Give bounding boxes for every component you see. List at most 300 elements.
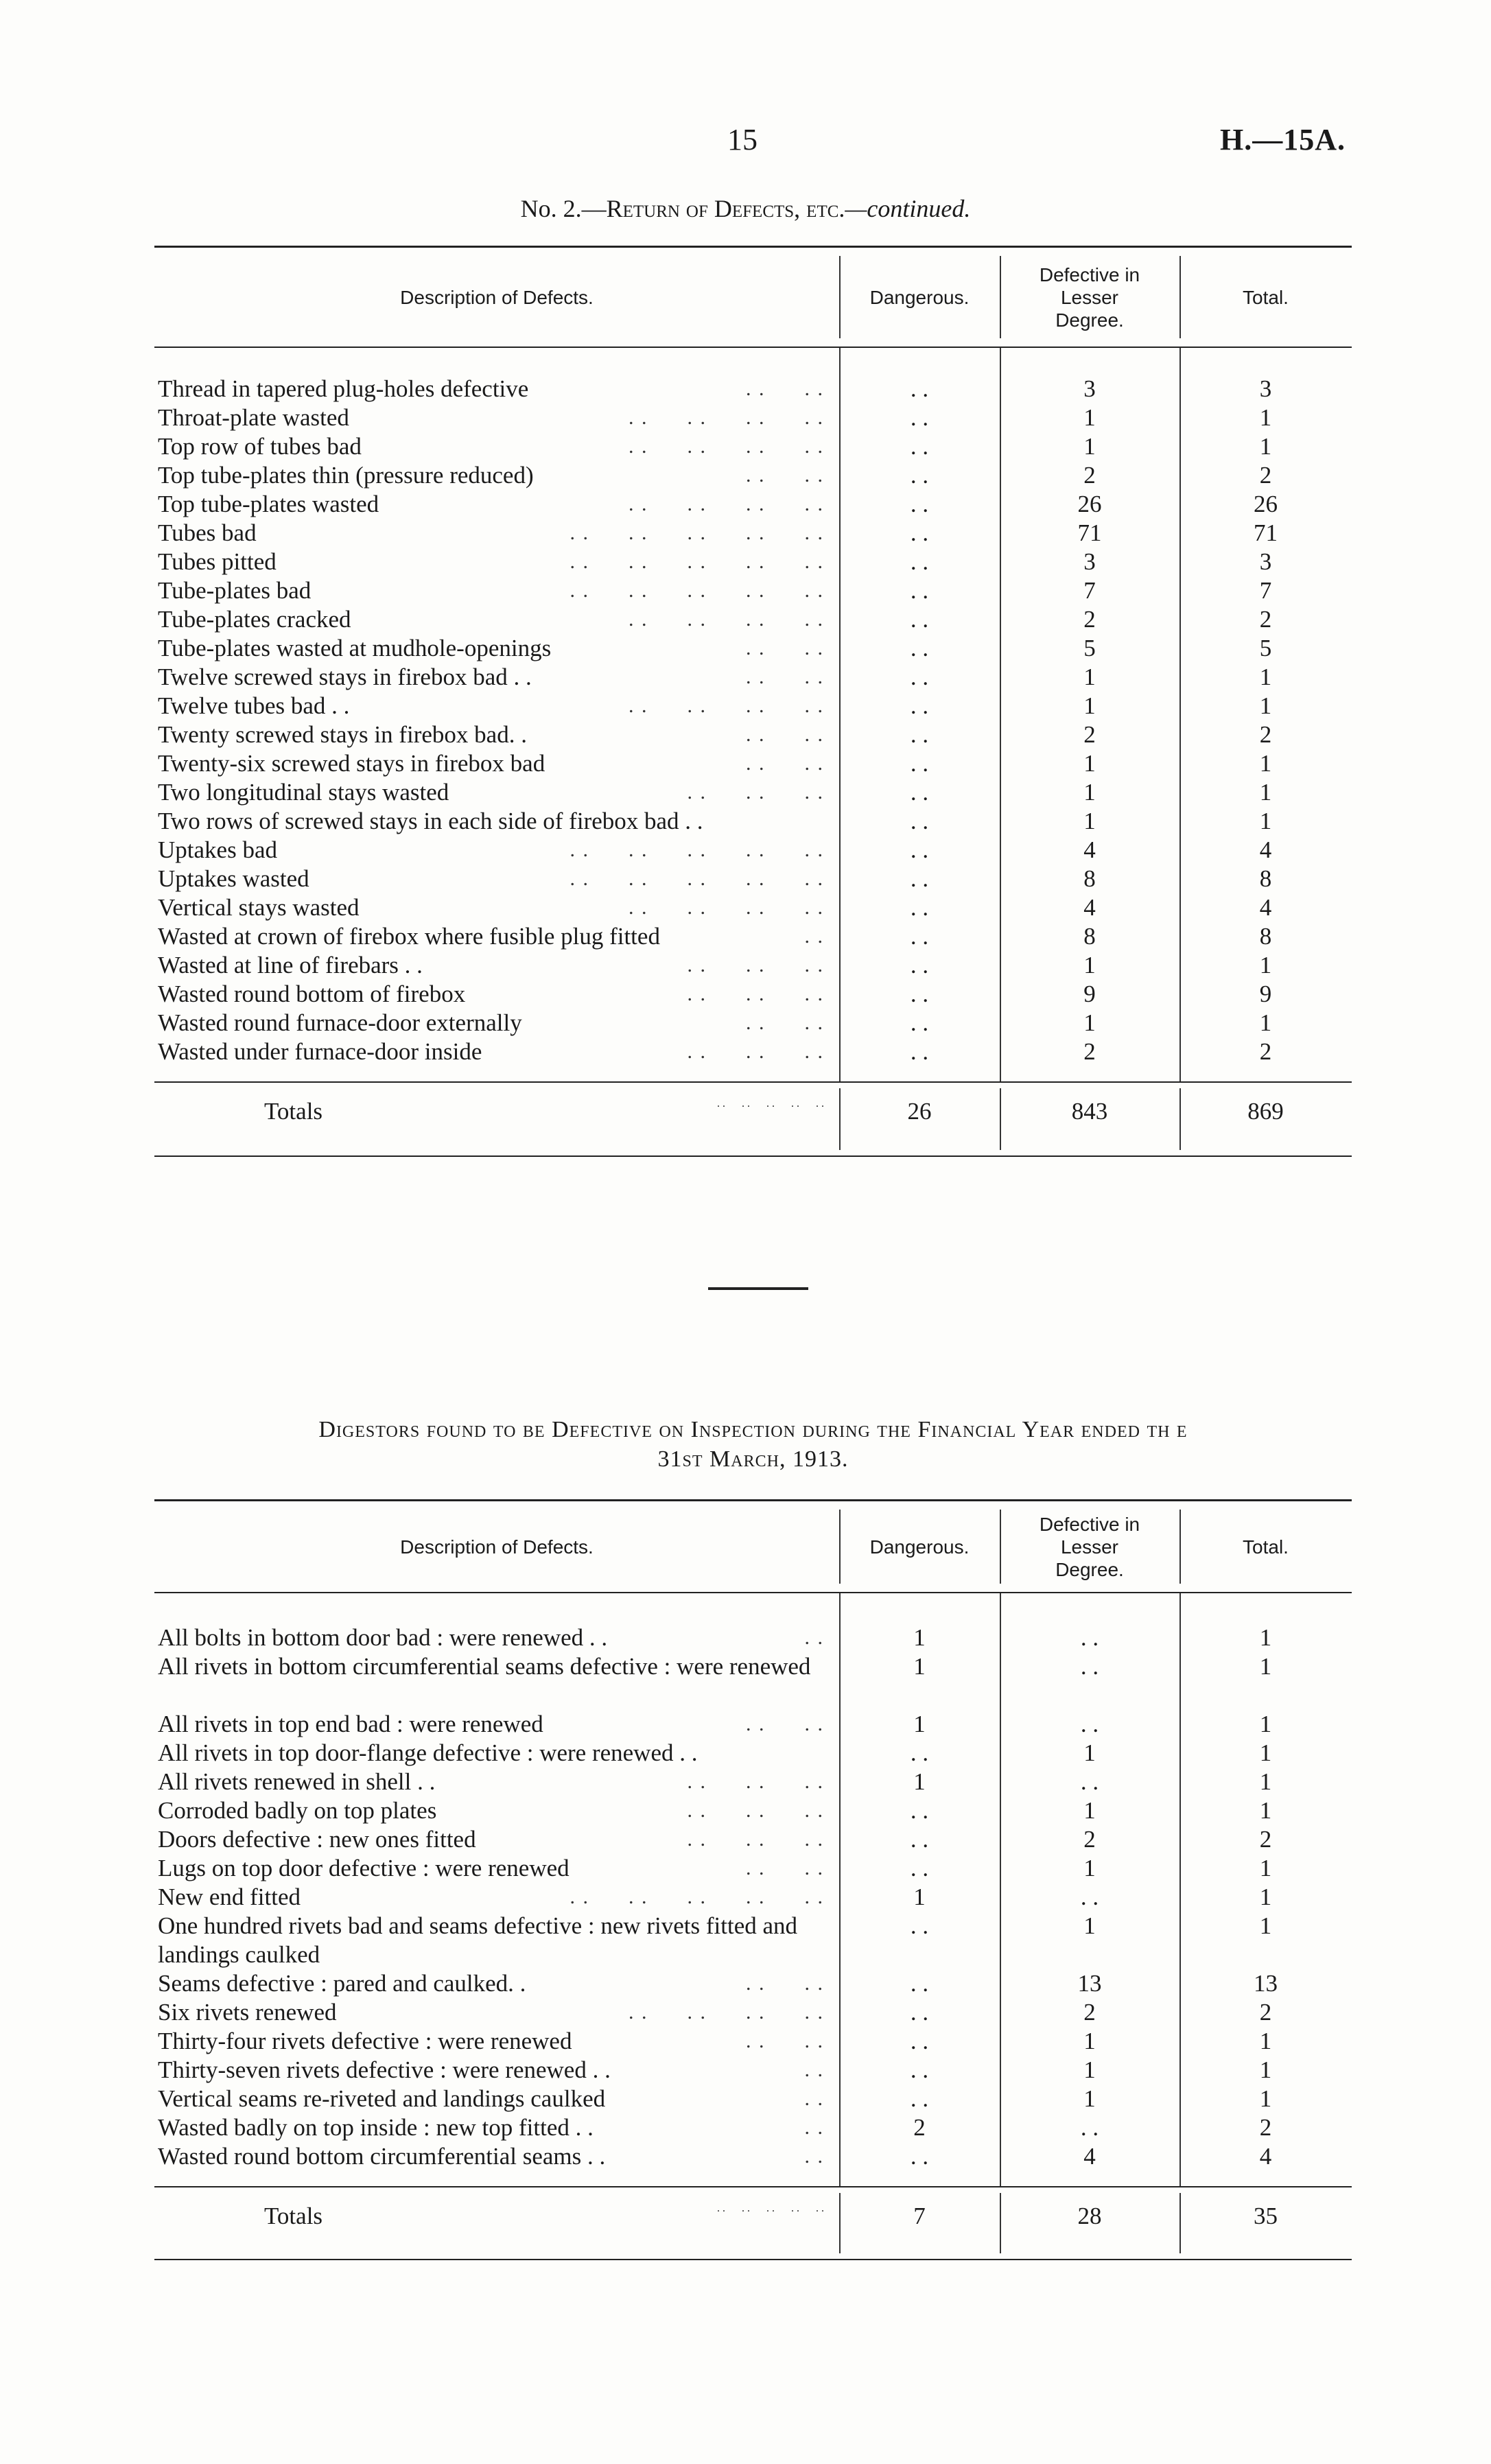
- leader-dots: . . . . . . . .: [629, 694, 824, 717]
- column-divider: [1179, 1088, 1181, 1150]
- column-divider: [839, 256, 841, 338]
- column-divider: [839, 1088, 841, 1150]
- table-row: [154, 2056, 1352, 2085]
- table-row: [154, 1652, 1352, 1710]
- table-body: [154, 348, 1352, 1081]
- leader-dots: . . . . . . . . . .: [717, 2203, 824, 2214]
- row-description: Twelve tubes bad . .: [158, 692, 350, 719]
- column-header-total-label: Total.: [1243, 1536, 1289, 1558]
- cell-dangerous: . .: [910, 664, 929, 690]
- table-row: [154, 980, 1352, 1009]
- cell-lesser: 8: [1083, 923, 1096, 950]
- column-header-description: [154, 1501, 839, 1592]
- row-description: Wasted at crown of firebox where fusible plug fitted: [158, 923, 660, 950]
- table-row: [154, 548, 1352, 576]
- cell-dangerous: . .: [910, 462, 929, 489]
- cell-total: 1: [1259, 1653, 1272, 1680]
- leader-dots: . . . .: [746, 723, 824, 746]
- row-description: All bolts in bottom door bad : were renewed . .: [158, 1624, 608, 1651]
- leader-dots: . .: [804, 2145, 824, 2168]
- cell-total: 2: [1259, 1038, 1272, 1065]
- cell-lesser: 4: [1083, 836, 1096, 863]
- cell-dangerous: . .: [910, 779, 929, 806]
- cell-lesser: . .: [1080, 1768, 1099, 1795]
- cell-total: 1: [1259, 2056, 1272, 2083]
- row-description: Thirty-seven rivets defective : were renewed . .: [158, 2056, 611, 2083]
- column-divider: [1179, 1593, 1181, 2186]
- column-header-lesser-degree-label: Defective in Lesser Degree.: [1039, 1513, 1140, 1580]
- row-description: Tubes bad: [158, 519, 257, 546]
- table-row: [154, 2085, 1352, 2113]
- table-row: [154, 893, 1352, 922]
- leader-dots: . . . .: [746, 1857, 824, 1879]
- table-row: [154, 1796, 1352, 1825]
- column-header-dangerous-label: Dangerous.: [869, 1536, 970, 1558]
- section-divider: [708, 1287, 808, 1290]
- cell-dangerous: . .: [910, 865, 929, 892]
- column-divider: [839, 2193, 841, 2253]
- cell-lesser: . .: [1080, 2114, 1099, 2141]
- digestors-table: [154, 1499, 1352, 2260]
- leader-dots: . . . . . .: [687, 1040, 824, 1063]
- cell-lesser: 1: [1083, 2028, 1096, 2054]
- table-row: [154, 807, 1352, 836]
- leader-dots: . . . . . . . . . .: [570, 579, 824, 602]
- cell-total: 7: [1259, 577, 1272, 604]
- row-description: Two rows of screwed stays in each side of firebox bad . .: [158, 808, 703, 834]
- row-description: Twenty screwed stays in firebox bad. .: [158, 721, 527, 748]
- cell-dangerous: . .: [910, 2143, 929, 2170]
- leader-dots: . . . . . . . . . .: [570, 521, 824, 544]
- column-divider: [1000, 2193, 1001, 2253]
- row-description: Vertical stays wasted: [158, 894, 360, 921]
- cell-dangerous: . .: [910, 1009, 929, 1036]
- table-header: [154, 1499, 1352, 1593]
- column-divider: [839, 1510, 841, 1584]
- cell-dangerous: 1: [913, 1768, 926, 1795]
- column-header-dangerous: [839, 248, 1000, 347]
- table2-title: [154, 1415, 1352, 1474]
- column-header-lesser-degree-label: Defective in Lesser Degree.: [1039, 263, 1140, 331]
- total-lesser: 843: [1071, 1098, 1108, 1125]
- column-divider: [1000, 348, 1001, 1081]
- cell-lesser: 13: [1077, 1970, 1102, 1997]
- cell-dangerous: 1: [913, 1711, 926, 1737]
- leader-dots: . . . . . . . .: [629, 896, 824, 919]
- leader-dots: . .: [804, 1626, 824, 1649]
- cell-lesser: 9: [1083, 981, 1096, 1007]
- column-divider: [839, 348, 841, 1081]
- row-description: Wasted at line of firebars . .: [158, 952, 423, 978]
- cell-total: 1: [1259, 2085, 1272, 2112]
- row-description: Wasted under furnace-door inside: [158, 1038, 482, 1065]
- table-row: [154, 432, 1352, 461]
- cell-dangerous: . .: [910, 606, 929, 633]
- cell-total: 2: [1259, 721, 1272, 748]
- cell-total: 1: [1259, 692, 1272, 719]
- leader-dots: . . . .: [746, 637, 824, 659]
- leader-dots: . . . . . . . .: [629, 435, 824, 458]
- column-header-dangerous-label: Dangerous.: [869, 286, 970, 308]
- leader-dots: . . . .: [746, 666, 824, 688]
- row-description: Six rivets renewed: [158, 1999, 337, 2026]
- cell-total: 13: [1254, 1970, 1278, 1997]
- total-dangerous: 26: [907, 1098, 932, 1125]
- cell-lesser: . .: [1080, 1884, 1099, 1910]
- table-row: [154, 836, 1352, 865]
- cell-lesser: 1: [1083, 1912, 1096, 1939]
- cell-total: 4: [1259, 2143, 1272, 2170]
- cell-total: 1: [1259, 1768, 1272, 1795]
- cell-total: 1: [1259, 750, 1272, 777]
- cell-lesser: 1: [1083, 2085, 1096, 2112]
- cell-lesser: 1: [1083, 1855, 1096, 1881]
- cell-dangerous: . .: [910, 1970, 929, 1997]
- leader-dots: . . . . . .: [687, 1828, 824, 1851]
- table-row: [154, 1623, 1352, 1652]
- table-row: [154, 778, 1352, 807]
- cell-dangerous: . .: [910, 2056, 929, 2083]
- cell-total: 1: [1259, 779, 1272, 806]
- cell-dangerous: . .: [910, 1912, 929, 1939]
- cell-total: 1: [1259, 808, 1272, 834]
- column-header-description-label: Description of Defects.: [400, 1536, 594, 1558]
- column-header-lesser-degree: [1000, 1501, 1179, 1592]
- row-description: All rivets in top end bad : were renewed: [158, 1711, 543, 1737]
- cell-lesser: 2: [1083, 606, 1096, 633]
- cell-dangerous: . .: [910, 548, 929, 575]
- table-header: [154, 246, 1352, 348]
- row-description: Vertical seams re-riveted and landings caulked: [158, 2085, 606, 2112]
- column-header-total-label: Total.: [1243, 286, 1289, 308]
- column-divider: [1179, 2193, 1181, 2253]
- row-description: Thread in tapered plug-holes defective: [158, 375, 529, 402]
- leader-dots: . . . .: [746, 1713, 824, 1735]
- row-description: Seams defective : pared and caulked. .: [158, 1970, 526, 1997]
- leader-dots: . . . . . . . . . .: [570, 550, 824, 573]
- cell-lesser: 4: [1083, 2143, 1096, 2170]
- row-description: Doors defective : new ones fitted: [158, 1826, 476, 1853]
- table-row: [154, 1883, 1352, 1912]
- table-row: [154, 403, 1352, 432]
- leader-dots: . . . .: [746, 1011, 824, 1034]
- table-row: [154, 490, 1352, 519]
- cell-lesser: . .: [1080, 1653, 1099, 1680]
- table-body: [154, 1593, 1352, 2186]
- cell-lesser: 2: [1083, 1826, 1096, 1853]
- totals-label: Totals: [264, 1098, 323, 1125]
- cell-lesser: 7: [1083, 577, 1096, 604]
- cell-dangerous: . .: [910, 1797, 929, 1824]
- cell-lesser: 1: [1083, 779, 1096, 806]
- cell-lesser: 3: [1083, 375, 1096, 402]
- cell-lesser: 2: [1083, 462, 1096, 489]
- column-divider: [1000, 1510, 1001, 1584]
- row-description: Two longitudinal stays wasted: [158, 779, 449, 806]
- cell-dangerous: . .: [910, 923, 929, 950]
- row-description: Lugs on top door defective : were renewed: [158, 1855, 570, 1881]
- cell-lesser: 71: [1077, 519, 1102, 546]
- leader-dots: . . . .: [746, 752, 824, 775]
- cell-lesser: 1: [1083, 664, 1096, 690]
- table-row: [154, 634, 1352, 663]
- total-total: 869: [1247, 1098, 1284, 1125]
- cell-total: 1: [1259, 1797, 1272, 1824]
- table-row: [154, 663, 1352, 692]
- cell-dangerous: . .: [910, 750, 929, 777]
- leader-dots: . . . . . .: [687, 781, 824, 803]
- column-header-total: [1179, 1501, 1352, 1592]
- cell-lesser: 1: [1083, 1797, 1096, 1824]
- table-row: [154, 2113, 1352, 2142]
- row-description: All rivets in bottom circumferential seams defective : were renewed: [158, 1653, 811, 1680]
- cell-total: 2: [1259, 1826, 1272, 1853]
- row-description: All rivets renewed in shell . .: [158, 1768, 436, 1795]
- cell-lesser: 1: [1083, 404, 1096, 431]
- cell-dangerous: . .: [910, 692, 929, 719]
- row-description: Thirty-four rivets defective : were renewed: [158, 2028, 572, 2054]
- cell-lesser: 3: [1083, 548, 1096, 575]
- table-row: [154, 1710, 1352, 1739]
- cell-dangerous: . .: [910, 635, 929, 661]
- table-row: [154, 951, 1352, 980]
- row-description: Wasted round furnace-door externally: [158, 1009, 522, 1036]
- cell-total: 71: [1254, 519, 1278, 546]
- cell-lesser: 5: [1083, 635, 1096, 661]
- table-row: [154, 1969, 1352, 1998]
- cell-dangerous: . .: [910, 2085, 929, 2112]
- leader-dots: . . . . . . . . . .: [570, 1886, 824, 1908]
- cell-total: 8: [1259, 923, 1272, 950]
- table1-title-main: Return of Defects, etc.: [606, 195, 845, 222]
- column-divider: [1179, 256, 1181, 338]
- table-row: [154, 1037, 1352, 1066]
- leader-dots: . . . . . . . .: [629, 2001, 824, 2023]
- cell-total: 1: [1259, 404, 1272, 431]
- totals-row: [154, 2186, 1352, 2260]
- cell-lesser: 1: [1083, 433, 1096, 460]
- table-row: [154, 1768, 1352, 1796]
- table-row: [154, 2027, 1352, 2056]
- column-header-description: [154, 248, 839, 347]
- table-row: [154, 922, 1352, 951]
- leader-dots: . . . .: [746, 464, 824, 486]
- table2-title-line1: Digestors found to be Defective on Inspection during the Financial Year ended th e: [318, 1417, 1188, 1442]
- leader-dots: . . . . . .: [687, 1770, 824, 1793]
- row-description: Top tube-plates thin (pressure reduced): [158, 462, 534, 489]
- cell-total: 2: [1259, 462, 1272, 489]
- cell-total: 1: [1259, 1711, 1272, 1737]
- cell-dangerous: 1: [913, 1653, 926, 1680]
- cell-dangerous: . .: [910, 1855, 929, 1881]
- cell-total: 1: [1259, 952, 1272, 978]
- table-row: [154, 1854, 1352, 1883]
- cell-total: 3: [1259, 375, 1272, 402]
- cell-lesser: . .: [1080, 1711, 1099, 1737]
- table-row: [154, 576, 1352, 605]
- row-description: Throat-plate wasted: [158, 404, 349, 431]
- column-divider: [1000, 1593, 1001, 2186]
- cell-total: 4: [1259, 894, 1272, 921]
- column-header-lesser-degree: [1000, 248, 1179, 347]
- cell-dangerous: . .: [910, 404, 929, 431]
- cell-lesser: 1: [1083, 808, 1096, 834]
- cell-total: 1: [1259, 1912, 1272, 1939]
- leader-dots: . . . . . . . . . .: [570, 838, 824, 861]
- table-row: [154, 461, 1352, 490]
- total-lesser: 28: [1077, 2203, 1102, 2229]
- row-description: Twelve screwed stays in firebox bad . .: [158, 664, 532, 690]
- table-row: [154, 1739, 1352, 1768]
- cell-dangerous: 1: [913, 1884, 926, 1910]
- table-row: [154, 375, 1352, 403]
- totals-row: [154, 1081, 1352, 1157]
- cell-lesser: 4: [1083, 894, 1096, 921]
- row-description: Tube-plates cracked: [158, 606, 351, 633]
- cell-total: 1: [1259, 1624, 1272, 1651]
- cell-total: 1: [1259, 2028, 1272, 2054]
- cell-dangerous: 2: [913, 2114, 926, 2141]
- cell-total: 1: [1259, 664, 1272, 690]
- cell-total: 3: [1259, 548, 1272, 575]
- cell-total: 8: [1259, 865, 1272, 892]
- row-description: Wasted round bottom of firebox: [158, 981, 466, 1007]
- row-description: Corroded badly on top plates: [158, 1797, 437, 1824]
- cell-dangerous: . .: [910, 1826, 929, 1853]
- row-description: Top row of tubes bad: [158, 433, 362, 460]
- table-row: [154, 749, 1352, 778]
- row-description: Tube-plates bad: [158, 577, 312, 604]
- leader-dots: . .: [804, 2058, 824, 2081]
- column-divider: [1000, 256, 1001, 338]
- table2-title-line2: 31st March, 1913.: [657, 1446, 849, 1472]
- leader-dots: . . . . . .: [687, 983, 824, 1005]
- table-row: [154, 519, 1352, 548]
- table-row: [154, 605, 1352, 634]
- table1-title-suffix: —continued.: [845, 195, 971, 222]
- row-description: Uptakes bad: [158, 836, 277, 863]
- table-row: [154, 1912, 1352, 1969]
- cell-lesser: 1: [1083, 750, 1096, 777]
- cell-lesser: 8: [1083, 865, 1096, 892]
- cell-lesser: 2: [1083, 1999, 1096, 2026]
- leader-dots: . . . .: [746, 1972, 824, 1995]
- document-reference: H.—15A.: [1220, 123, 1346, 156]
- totals-label: Totals: [264, 2203, 323, 2229]
- cell-dangerous: . .: [910, 1739, 929, 1766]
- cell-total: 1: [1259, 1739, 1272, 1766]
- leader-dots: . .: [804, 2087, 824, 2110]
- row-description: Top tube-plates wasted: [158, 491, 379, 517]
- row-description: One hundred rivets bad and seams defective : new rivets fitted and landings caulked: [158, 1912, 798, 1968]
- cell-dangerous: . .: [910, 981, 929, 1007]
- page-number: 15: [727, 123, 758, 156]
- cell-dangerous: . .: [910, 1038, 929, 1065]
- row-description: New end fitted: [158, 1884, 301, 1910]
- leader-dots: . . . . . . . .: [629, 406, 824, 429]
- cell-total: 1: [1259, 1009, 1272, 1036]
- cell-dangerous: . .: [910, 721, 929, 748]
- table-row: [154, 1009, 1352, 1037]
- column-divider: [1000, 1088, 1001, 1150]
- cell-dangerous: . .: [910, 894, 929, 921]
- leader-dots: . . . . . . . .: [629, 493, 824, 515]
- row-description: Wasted badly on top inside : new top fitted . .: [158, 2114, 594, 2141]
- column-divider: [1179, 348, 1181, 1081]
- cell-lesser: 2: [1083, 721, 1096, 748]
- leader-dots: . . . . . .: [687, 1799, 824, 1822]
- cell-dangerous: . .: [910, 1999, 929, 2026]
- cell-dangerous: . .: [910, 808, 929, 834]
- column-header-total: [1179, 248, 1352, 347]
- total-dangerous: 7: [913, 2203, 926, 2229]
- leader-dots: . . . . . .: [687, 954, 824, 976]
- table-row: [154, 1825, 1352, 1854]
- cell-dangerous: . .: [910, 577, 929, 604]
- table-row: [154, 692, 1352, 720]
- cell-total: 4: [1259, 836, 1272, 863]
- leader-dots: . . . .: [746, 2030, 824, 2052]
- table1-title: [0, 194, 1491, 223]
- cell-lesser: 2: [1083, 1038, 1096, 1065]
- cell-dangerous: . .: [910, 375, 929, 402]
- row-description: All rivets in top door-flange defective : were renewed . .: [158, 1739, 698, 1766]
- column-divider: [839, 1593, 841, 2186]
- cell-total: 5: [1259, 635, 1272, 661]
- cell-dangerous: . .: [910, 519, 929, 546]
- table1-title-prefix: No. 2.—: [520, 195, 607, 222]
- cell-dangerous: . .: [910, 491, 929, 517]
- cell-lesser: 26: [1077, 491, 1102, 517]
- cell-dangerous: . .: [910, 836, 929, 863]
- leader-dots: . . . . . . . . . .: [570, 867, 824, 890]
- table-row: [154, 2142, 1352, 2171]
- cell-total: 1: [1259, 433, 1272, 460]
- cell-lesser: 1: [1083, 1009, 1096, 1036]
- cell-lesser: 1: [1083, 1739, 1096, 1766]
- row-description: Tube-plates wasted at mudhole-openings: [158, 635, 552, 661]
- leader-dots: . .: [804, 925, 824, 948]
- leader-dots: . . . . . . . .: [629, 608, 824, 631]
- column-header-description-label: Description of Defects.: [400, 286, 594, 308]
- cell-dangerous: . .: [910, 952, 929, 978]
- row-description: Wasted round bottom circumferential seams . .: [158, 2143, 606, 2170]
- column-header-dangerous: [839, 1501, 1000, 1592]
- table-row: [154, 720, 1352, 749]
- cell-dangerous: 1: [913, 1624, 926, 1651]
- row-description: Tubes pitted: [158, 548, 277, 575]
- cell-total: 9: [1259, 981, 1272, 1007]
- row-description: Uptakes wasted: [158, 865, 309, 892]
- cell-lesser: 1: [1083, 692, 1096, 719]
- defects-table: [154, 246, 1352, 1157]
- cell-total: 26: [1254, 491, 1278, 517]
- leader-dots: . . . . . . . . . .: [717, 1098, 824, 1110]
- column-divider: [1179, 1510, 1181, 1584]
- cell-dangerous: . .: [910, 2028, 929, 2054]
- leader-dots: . .: [804, 2116, 824, 2139]
- cell-dangerous: . .: [910, 433, 929, 460]
- cell-total: 1: [1259, 1884, 1272, 1910]
- cell-total: 2: [1259, 2114, 1272, 2141]
- cell-total: 2: [1259, 606, 1272, 633]
- cell-lesser: . .: [1080, 1624, 1099, 1651]
- table-row: [154, 865, 1352, 893]
- table-row: [154, 1998, 1352, 2027]
- row-description: Twenty-six screwed stays in firebox bad: [158, 750, 545, 777]
- cell-lesser: 1: [1083, 952, 1096, 978]
- cell-total: 2: [1259, 1999, 1272, 2026]
